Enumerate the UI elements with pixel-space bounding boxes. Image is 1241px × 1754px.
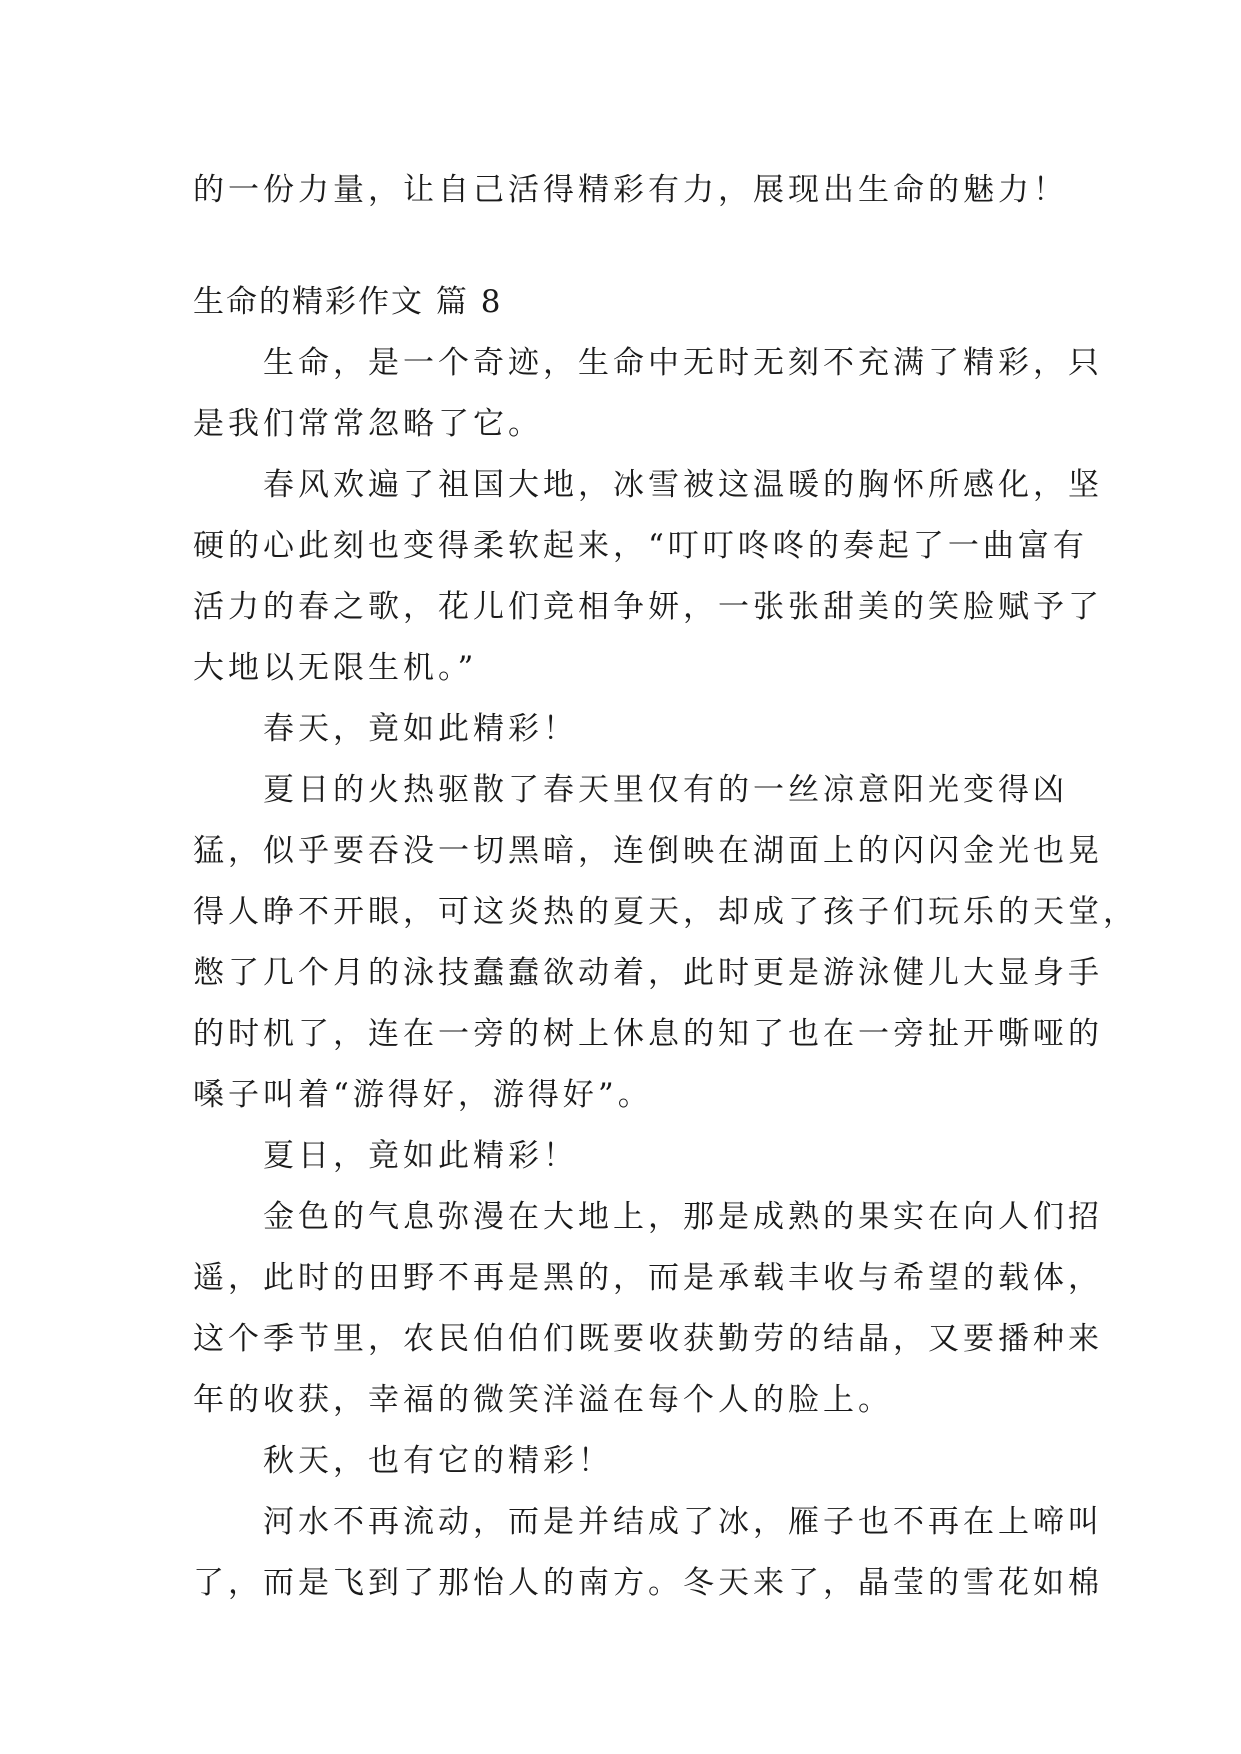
body-line: 夏日，竟如此精彩！ [193,1138,578,1174]
body-line: 得人睁不开眼，可这炎热的夏天，却成了孩子们玩乐的天堂， [193,894,1138,930]
body-line: 活力的春之歌，花儿们竞相争妍，一张张甜美的笑脸赋予了 [193,589,1103,625]
body-line: 金色的气息弥漫在大地上，那是成熟的果实在向人们招 [193,1199,1103,1235]
body-line: 大地以无限生机。” [193,650,478,686]
body-line: 硬的心此刻也变得柔软起来，“叮叮咚咚的奏起了一曲富有 [193,528,1088,564]
essay-body [193,333,1138,1614]
body-line: 春天，竟如此精彩！ [193,711,578,747]
body-line: 了，而是飞到了那怡人的南方。冬天来了，晶莹的雪花如棉 [193,1565,1103,1601]
body-line: 嗓子叫着“游得好，游得好”。 [193,1077,653,1113]
body-line: 年的收获，幸福的微笑洋溢在每个人的脸上。 [193,1382,893,1418]
body-line: 秋天，也有它的精彩！ [193,1443,613,1479]
body-line: 的时机了，连在一旁的树上休息的知了也在一旁扯开嘶哑的 [193,1016,1103,1052]
body-line: 夏日的火热驱散了春天里仅有的一丝凉意阳光变得凶 [193,772,1068,808]
body-line: 遥，此时的田野不再是黑的，而是承载丰收与希望的载体， [193,1260,1103,1296]
body-line: 春风欢遍了祖国大地，冰雪被这温暖的胸怀所感化，坚 [193,467,1103,503]
body-line: 生命，是一个奇迹，生命中无时无刻不充满了精彩，只 [193,345,1103,381]
body-line: 这个季节里，农民伯伯们既要收获勤劳的结晶，又要播种来 [193,1321,1103,1357]
body-line: 河水不再流动，而是并结成了冰，雁子也不再在上啼叫 [193,1504,1103,1540]
section-heading: 生命的精彩作文 篇 8 [193,284,503,320]
body-line: 憋了几个月的泳技蠢蠢欲动着，此时更是游泳健儿大显身手 [193,955,1103,991]
body-line: 是我们常常忽略了它。 [193,406,543,442]
carry-over-paragraph-line: 的一份力量，让自己活得精彩有力，展现出生命的魅力！ [193,172,1068,208]
body-line: 猛，似乎要吞没一切黑暗，连倒映在湖面上的闪闪金光也晃 [193,833,1103,869]
